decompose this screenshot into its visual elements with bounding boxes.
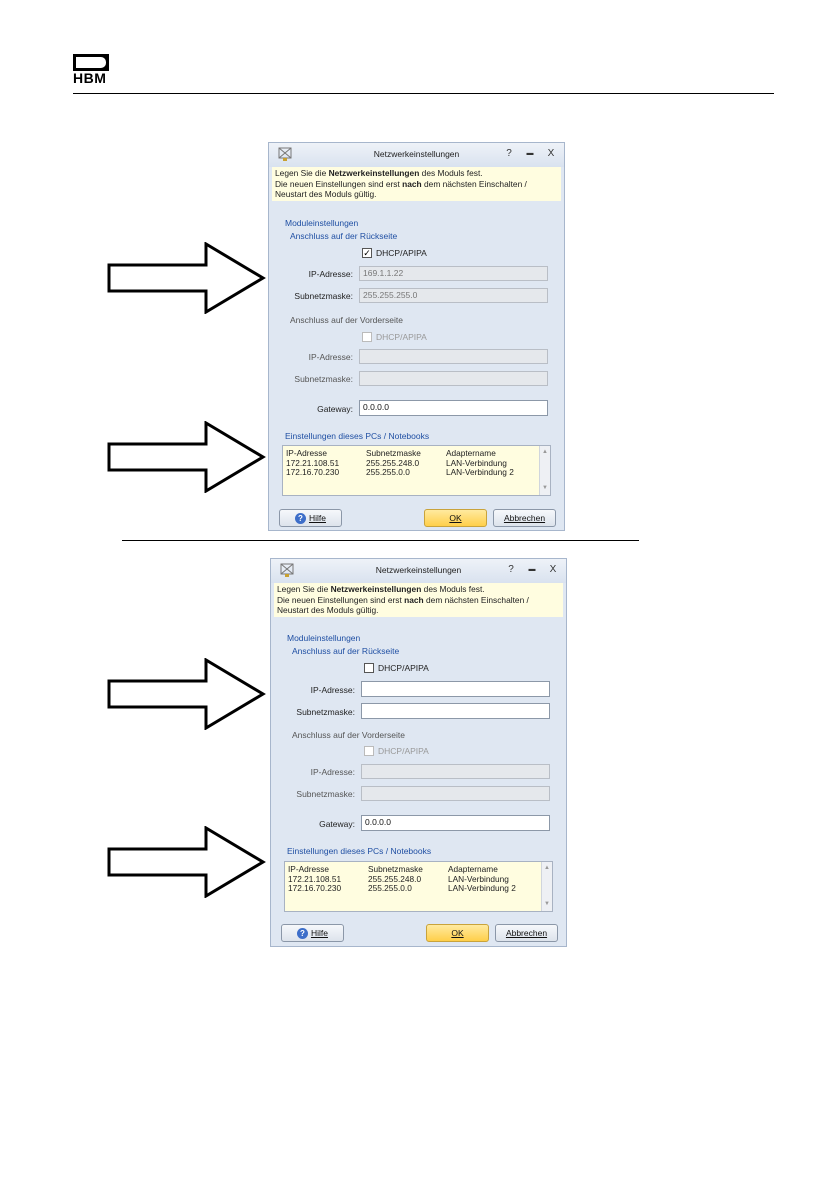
gateway-field[interactable]: 0.0.0.0	[359, 400, 548, 416]
rear-connection-heading: Anschluss auf der Rückseite	[290, 231, 398, 241]
front-dhcp-checkbox[interactable]	[362, 332, 372, 342]
hbm-logo-mark	[73, 54, 109, 71]
hbm-logo	[73, 54, 109, 86]
help-button[interactable]: ? Hilfe	[281, 924, 344, 942]
network-settings-dialog	[268, 142, 565, 531]
rear-dhcp-label: DHCP/APIPA	[376, 248, 427, 258]
table-header-row: IP-Adresse Subnetzmaske Adaptername	[286, 448, 496, 458]
rear-dhcp-checkbox[interactable]: ✓	[363, 248, 371, 258]
module-settings-heading: Moduleinstellungen	[287, 633, 361, 643]
info-box: Legen Sie die Netzwerkeinstellungen des Moduls fest. Die neuen Einstellungen sind erst nach dem nächsten Einschalten / Neustart des Moduls gültig.	[272, 167, 561, 201]
gateway-field[interactable]: 0.0.0.0	[361, 815, 550, 831]
table-row: 172.16.70.230 255.255.0.0 LAN-Verbindung 2	[286, 467, 514, 477]
front-ip-label: IP-Adresse:	[310, 767, 355, 777]
front-dhcp-label: DHCP/APIPA	[376, 332, 427, 342]
ok-button[interactable]: OK	[426, 924, 489, 942]
front-ip-label: IP-Adresse:	[308, 352, 353, 362]
front-mask-label: Subnetzmaske:	[294, 374, 353, 384]
rear-dhcp-checkbox[interactable]	[364, 663, 374, 673]
pc-settings-heading: Einstellungen dieses PCs / Notebooks	[285, 431, 430, 441]
gateway-label: Gateway:	[319, 819, 355, 829]
table-scrollbar[interactable]: ▲ ▼	[539, 446, 550, 495]
arrow-icon	[106, 826, 266, 898]
pc-adapter-table[interactable]	[284, 861, 553, 912]
help-icon: ?	[297, 928, 308, 939]
minimize-button[interactable]: ▬	[526, 150, 534, 157]
hbm-logo-text: HBM	[73, 70, 107, 86]
rear-ip-label: IP-Adresse:	[310, 685, 355, 695]
front-ip-field[interactable]	[361, 764, 550, 779]
rear-mask-field[interactable]	[361, 703, 550, 719]
dialog-title: Netzwerkeinstellungen	[375, 565, 462, 575]
rear-connection-heading: Anschluss auf der Rückseite	[292, 646, 400, 656]
rear-dhcp-label: DHCP/APIPA	[378, 663, 429, 673]
arrow-icon	[106, 242, 266, 314]
rear-ip-field[interactable]	[361, 681, 550, 697]
minimize-button[interactable]: ▬	[528, 566, 536, 573]
table-scrollbar[interactable]: ▲ ▼	[541, 862, 552, 911]
help-title-button[interactable]: ?	[508, 564, 514, 575]
arrow-icon	[106, 421, 266, 493]
network-settings-dialog	[270, 558, 567, 947]
rear-mask-label: Subnetzmaske:	[296, 707, 355, 717]
help-icon: ?	[295, 513, 306, 524]
front-connection-heading: Anschluss auf der Vorderseite	[292, 730, 405, 740]
front-mask-field[interactable]	[361, 786, 550, 801]
help-title-button[interactable]: ?	[506, 148, 512, 159]
dialog-titlebar	[271, 559, 566, 583]
front-dhcp-label: DHCP/APIPA	[378, 746, 429, 756]
ok-button[interactable]: OK	[424, 509, 487, 527]
table-row: 172.21.108.51 255.255.248.0 LAN-Verbindung	[288, 873, 509, 884]
cancel-button[interactable]: Abbrechen	[495, 924, 558, 942]
cancel-button[interactable]: Abbrechen	[493, 509, 556, 527]
pc-settings-heading: Einstellungen dieses PCs / Notebooks	[287, 846, 432, 856]
front-mask-field[interactable]	[359, 371, 548, 386]
dialog-titlebar	[269, 143, 564, 167]
close-button[interactable]: X	[549, 564, 557, 575]
info-box: Legen Sie die Netzwerkeinstellungen des Moduls fest. Die neuen Einstellungen sind erst nach dem nächsten Einschalten / Neustart des Moduls gültig.	[274, 583, 563, 617]
dialog-title: Netzwerkeinstellungen	[373, 149, 460, 159]
rear-mask-label: Subnetzmaske:	[294, 291, 353, 301]
separator-rule	[122, 540, 639, 541]
close-button[interactable]: X	[547, 148, 555, 159]
module-settings-heading: Moduleinstellungen	[285, 218, 359, 228]
table-row: 172.21.108.51 255.255.248.0 LAN-Verbindung	[286, 457, 507, 468]
front-ip-field[interactable]	[359, 349, 548, 364]
front-mask-label: Subnetzmaske:	[296, 789, 355, 799]
rear-ip-label: IP-Adresse:	[308, 269, 353, 279]
table-row: 172.16.70.230 255.255.0.0 LAN-Verbindung 2	[288, 883, 516, 893]
pc-adapter-table[interactable]	[282, 445, 551, 496]
rear-ip-field[interactable]: 169.1.1.22	[359, 266, 548, 281]
header-rule	[73, 93, 774, 94]
gateway-label: Gateway:	[317, 404, 353, 414]
table-header-row: IP-Adresse Subnetzmaske Adaptername	[288, 864, 498, 874]
front-dhcp-checkbox[interactable]	[364, 746, 374, 756]
help-button[interactable]: ? Hilfe	[279, 509, 342, 527]
arrow-icon	[106, 658, 266, 730]
front-connection-heading: Anschluss auf der Vorderseite	[290, 315, 403, 325]
rear-mask-field[interactable]: 255.255.255.0	[359, 288, 548, 303]
